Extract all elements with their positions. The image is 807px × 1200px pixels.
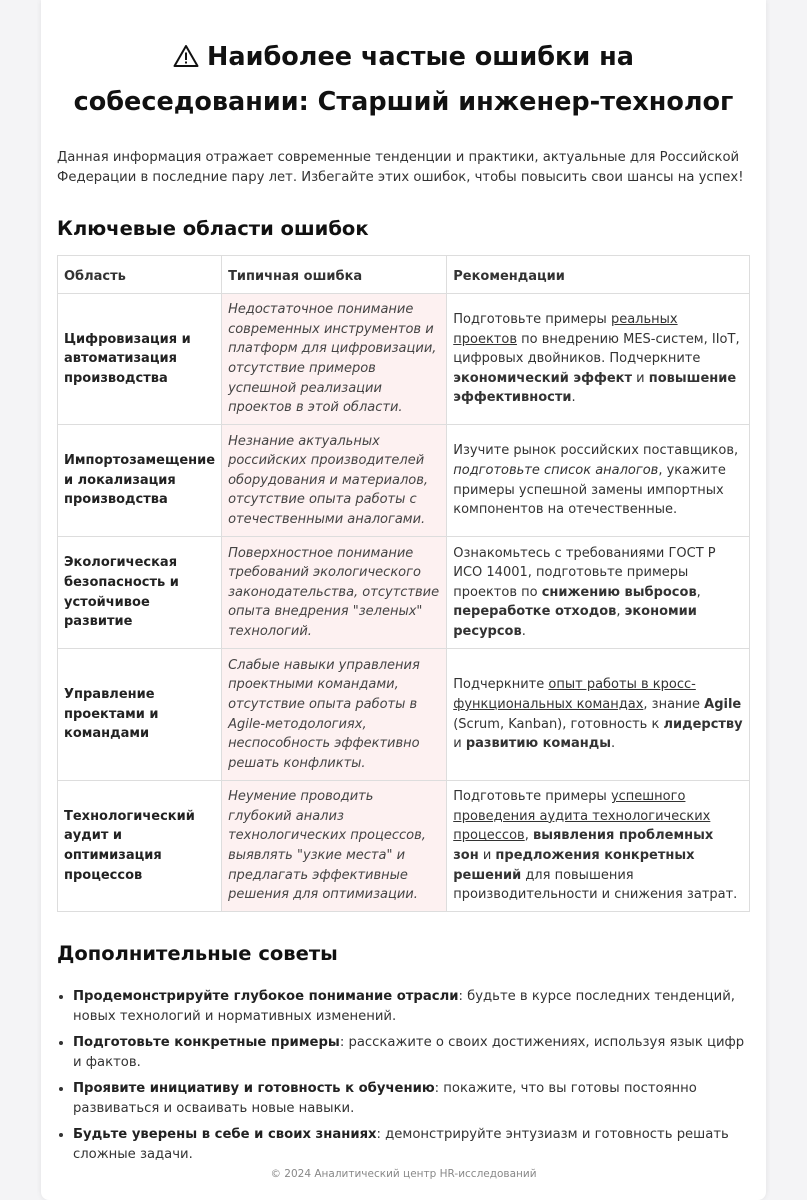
table-row (58, 781, 750, 912)
title-text-1: Наиболее частые ошибки на (207, 42, 634, 72)
recommendation-cell: Изучите рынок российских поставщиков, подготовьте список аналогов, укажите примеры успешной замены импортных компонентов на отечественные. (447, 425, 750, 537)
page-title (57, 0, 750, 125)
recommendation-cell: Подчеркните опыт работы в кросс-функциональных командах, знание Agile (Scrum, Kanban), готовность к лидерству и развитию команды. (447, 649, 750, 781)
tip-bold: Будьте уверены в себе и своих знаниях (73, 1127, 377, 1142)
error-cell: Неумение проводить глубокий анализ технологических процессов, выявлять "узкие места" и предлагать эффективные решения для оптимизации. (222, 781, 447, 912)
list-item (73, 1125, 750, 1165)
table-row (58, 294, 750, 425)
list-item (73, 1033, 750, 1073)
title-line-2: собеседовании: Старший инженер-технолог (73, 87, 734, 117)
area-cell: Цифровизация и автоматизация производства (58, 294, 222, 425)
table-row (58, 649, 750, 781)
error-cell: Поверхностное понимание требований экологического законодательства, отсутствие опыта внедрения "зеленых" технологий. (222, 537, 447, 649)
table-row (58, 425, 750, 537)
tip-bold: Продемонстрируйте глубокое понимание отрасли (73, 989, 459, 1004)
errors-table (57, 255, 750, 912)
list-item (73, 1079, 750, 1119)
bold-text: экономический эффект (453, 370, 633, 386)
area-cell: Управление проектами и командами (58, 649, 222, 781)
bold-text: снижению выбросов (541, 584, 697, 600)
error-cell: Слабые навыки управления проектными командами, отсутствие опыта работы в Agile-методологиях, неспособность эффективно решать конфликты. (222, 649, 447, 781)
content-card (41, 0, 766, 1200)
tip-text: : будьте в курсе последних тенденций, новых технологий и нормативных изменений. (73, 989, 735, 1024)
bold-text: выявления проблемных зон (453, 828, 714, 863)
section-heading-tips: Дополнительные советы (57, 942, 338, 965)
area-cell: Технологический аудит и оптимизация процессов (58, 781, 222, 912)
section-heading-areas: Ключевые области ошибок (57, 217, 369, 240)
table-row (58, 537, 750, 649)
bold-text: развитию команды (465, 736, 611, 752)
italic-text: подготовьте список аналогов (453, 462, 659, 478)
warning-icon (173, 44, 199, 68)
title-line-1 (57, 35, 750, 80)
bold-text: предложения конкретных решений (453, 848, 695, 883)
underlined-text: реальных проектов (453, 312, 678, 347)
list-item (73, 987, 750, 1027)
tip-text: : покажите, что вы готовы постоянно развиваться и осваивать новые навыки. (73, 1081, 697, 1116)
bold-text: повышение эффективности (453, 370, 737, 406)
column-header-error: Типичная ошибка (222, 256, 447, 294)
error-cell: Незнание актуальных российских производителей оборудования и материалов, отсутствие опыта работы с отечественными аналогами. (222, 425, 447, 537)
column-header-area: Область (58, 256, 222, 294)
bold-text: экономии ресурсов (453, 604, 697, 639)
table-header-row (58, 256, 750, 294)
recommendation-cell: Подготовьте примеры успешного проведения аудита технологических процессов, выявления проблемных зон и предложения конкретных решений для повышения производительности и снижения затрат. (447, 781, 750, 912)
tip-text: : расскажите о своих достижениях, используя язык цифр и фактов. (73, 1035, 745, 1070)
recommendation-cell: Подготовьте примеры реальных проектов по внедрению MES-систем, IIoT, цифровых двойников. Подчеркните экономический эффект и повышение эффективности. (447, 294, 750, 425)
underlined-text: успешного проведения аудита технологических процессов (453, 789, 711, 844)
tip-bold: Проявите инициативу и готовность к обучению (73, 1081, 435, 1096)
error-cell: Недостаточное понимание современных инструментов и платформ для цифровизации, отсутствие примеров успешной реализации проектов в этой области. (222, 294, 447, 425)
underlined-text: опыт работы в кросс-функциональных командах (453, 677, 696, 712)
bold-text: лидерству (663, 716, 743, 732)
footer: © 2024 Аналитический центр HR-исследований (270, 1168, 537, 1180)
bold-text: Agile (704, 696, 742, 712)
tip-bold: Подготовьте конкретные примеры (73, 1035, 340, 1050)
recommendation-cell: Ознакомьтесь с требованиями ГОСТ Р ИСО 14001, подготовьте примеры проектов по снижению выбросов, переработке отходов, экономии ресурсов. (447, 537, 750, 649)
tips-list (57, 967, 750, 1165)
tip-text: : демонстрируйте энтузиазм и готовность решать сложные задачи. (73, 1127, 729, 1162)
area-cell: Экологическая безопасность и устойчивое развитие (58, 537, 222, 649)
column-header-recommendations: Рекомендации (447, 256, 750, 294)
intro-text: Данная информация отражает современные тенденции и практики, актуальные для Российской Федерации в последние пару лет. Избегайте этих ошибок, чтобы повысить свои шансы на успех! (57, 150, 744, 185)
bold-text: переработке отходов (453, 604, 617, 620)
area-cell: Импортозамещение и локализация производства (58, 425, 222, 537)
